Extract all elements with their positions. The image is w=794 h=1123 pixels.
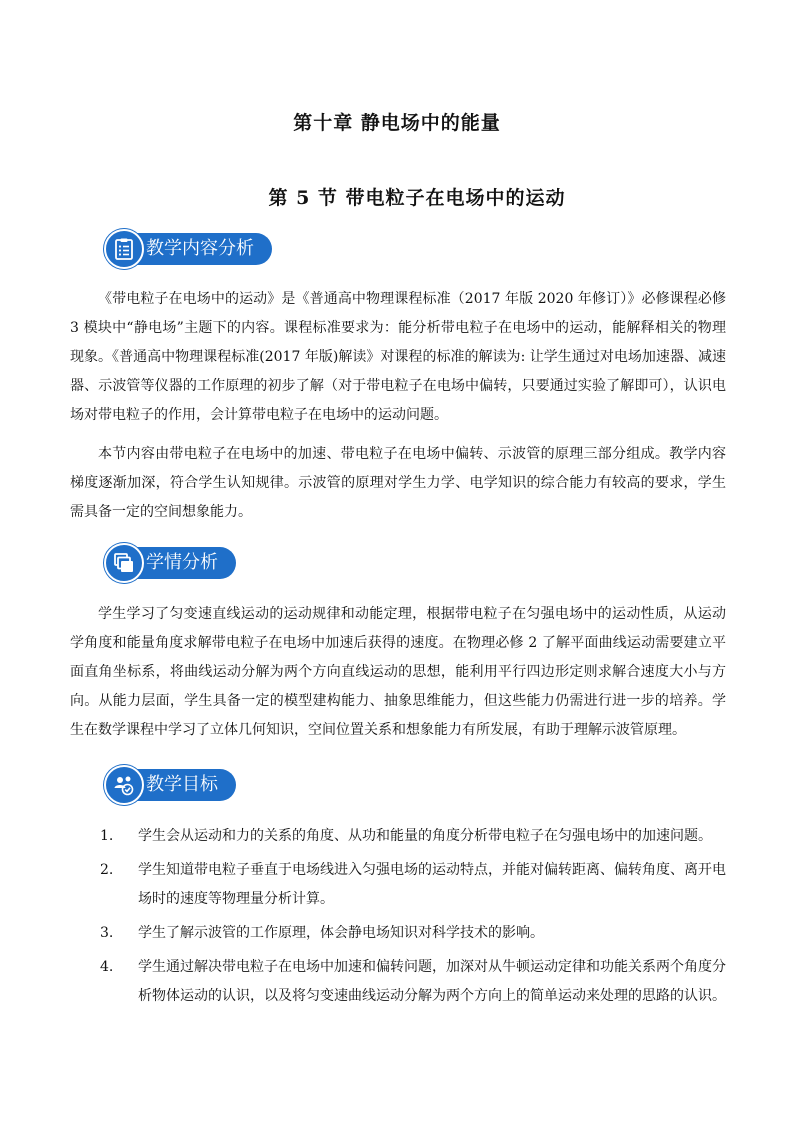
goal-number: 1. xyxy=(100,828,114,844)
goal-number: 4. xyxy=(100,959,114,975)
goal-item-4 xyxy=(70,953,726,1011)
content-analysis-paragraph-2: 本节内容由带电粒子在电场中的加速、带电粒子在电场中偏转、示波管的原理三部分组成。教学内容梯度逐渐加深，符合学生认知规律。示波管的原理对学生力学、电学知识的综合能力有较高的要求，学生需具备一定的空间想象能力。 xyxy=(70,446,726,520)
teaching-goals-heading: 教学目标 xyxy=(122,769,236,801)
goal-text: 学生了解示波管的工作原理，体会静电场知识对科学技术的影响。 xyxy=(138,925,544,941)
goal-item-2 xyxy=(70,856,726,914)
goal-number: 3. xyxy=(100,925,114,941)
learner-analysis-heading: 学情分析 xyxy=(122,547,236,579)
goal-text: 学生知道带电粒子垂直于电场线进入匀强电场的运动特点，并能对偏转距离、偏转角度、离开电场时的速度等物理量分析计算。 xyxy=(138,862,726,907)
section-title: 第 5 节 带电粒子在电场中的运动 xyxy=(268,187,566,209)
teaching-goals-list xyxy=(70,822,726,1016)
content-analysis-heading: 教学内容分析 xyxy=(122,233,272,265)
people-target-icon xyxy=(104,765,144,805)
goal-text: 学生通过解决带电粒子在电场中加速和偏转问题，加深对从牛顿运动定律和功能关系两个角度分析物体运动的认识，以及将匀变速曲线运动分解为两个方向上的简单运动来处理的思路的认识。 xyxy=(138,959,726,1004)
learner-analysis-paragraph-1: 学生学习了匀变速直线运动的运动规律和动能定理，根据带电粒子在匀强电场中的运动性质，从运动学角度和能量角度求解带电粒子在电场中加速后获得的速度。在物理必修 2 了解平面曲线运动需要建立平面直角坐标系，将曲线运动分解为两个方向直线运动的思想，能利用平行四边形定则求解合速度大小与方向。从能力层面，学生具备一定的模型建构能力、抽象思维能力，但这些能力仍需进行进一步的培养。学生在数学课程中学习了立体几何知识，空间位置关系和想象能力有所发展，有助于理解示波管原理。 xyxy=(70,606,726,738)
goal-number: 2. xyxy=(100,862,114,878)
goal-item-1 xyxy=(70,822,726,851)
goal-item-3 xyxy=(70,919,726,948)
goal-text: 学生会从运动和力的关系的角度、从功和能量的角度分析带电粒子在匀强电场中的加速问题。 xyxy=(138,828,712,844)
stacked-windows-icon xyxy=(104,543,144,583)
chapter-title: 第十章 静电场中的能量 xyxy=(293,112,501,134)
clipboard-checklist-icon xyxy=(104,229,144,269)
content-analysis-paragraph-1: 《带电粒子在电场中的运动》是《普通高中物理课程标准（2017 年版 2020 年修订）》必修课程必修 3 模块中“静电场”主题下的内容。课程标准要求为：能分析带电粒子在电场中的运动，能解释相关的物理现象。《普通高中物理课程标准(2017 年版)解读》对课程的标准的解读为: 让学生通过对电场加速器、减速器、示波管等仪器的工作原理的初步了解（对于带电粒子在电场中偏转，只要通过实验了解即可），认识电场对带电粒子的作用，会计算带电粒子在电场中的运动问题。 xyxy=(70,291,726,423)
